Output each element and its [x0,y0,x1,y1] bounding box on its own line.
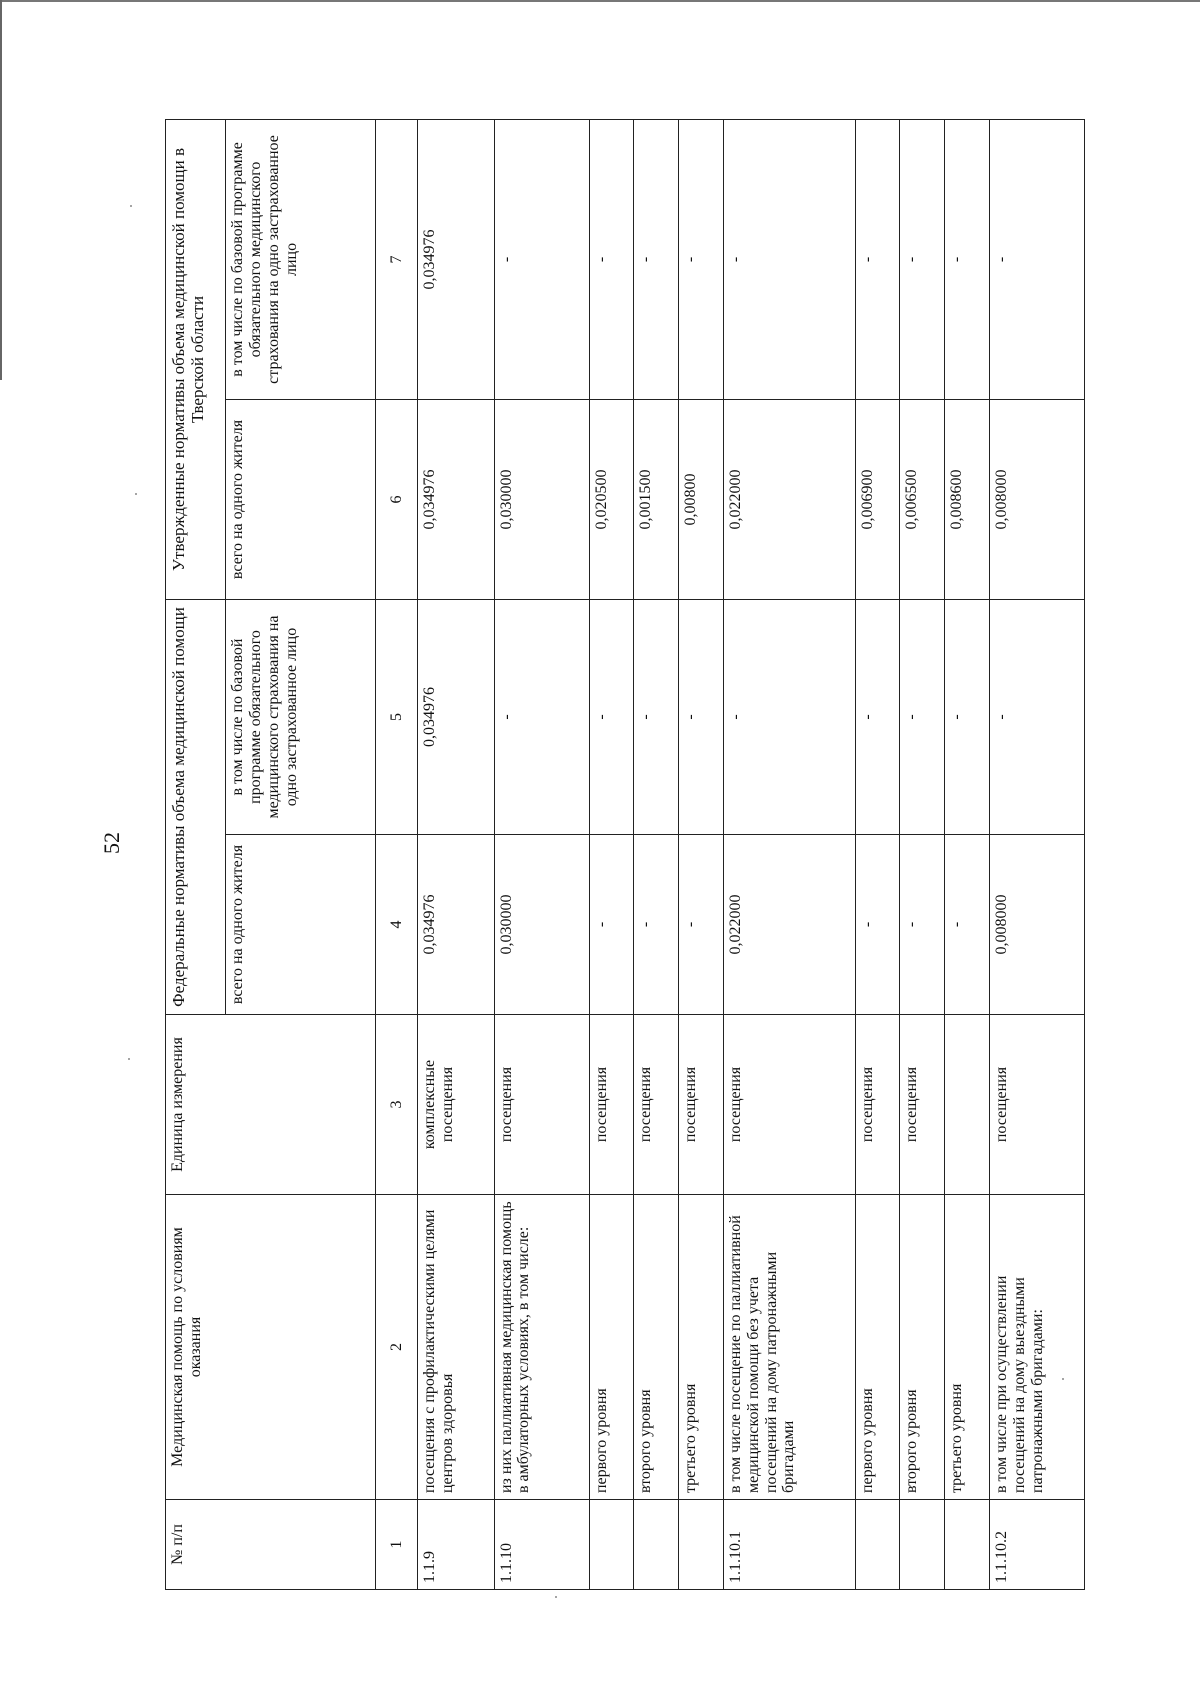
column-number: 5 [376,599,418,834]
row-federal-oms: 0,034976 [418,599,494,834]
row-federal-oms: - [589,599,634,834]
column-number: 4 [376,835,418,1015]
row-name: третьего уровня [945,1195,990,1500]
row-unit: посещения [989,1015,1084,1195]
row-unit: посещения [634,1015,679,1195]
row-approved-oms: - [679,119,724,399]
header-col-name: Медицинская помощь по условиям оказания [166,1195,376,1500]
table-row [900,119,945,1589]
row-federal-oms: - [494,599,589,834]
row-unit: посещения [855,1015,900,1195]
column-number: 3 [376,1015,418,1195]
row-number [589,1500,634,1590]
column-number: 1 [376,1500,418,1590]
row-approved-oms: - [900,119,945,399]
row-federal-oms: - [900,599,945,834]
column-number: 6 [376,399,418,599]
column-numbers-row [376,119,418,1589]
table-row [418,119,494,1589]
row-approved-total: 0,008000 [989,399,1084,599]
row-number [634,1500,679,1590]
row-unit: посещения [589,1015,634,1195]
table-row [989,119,1084,1589]
table-row [855,119,900,1589]
row-approved-total: 0,020500 [589,399,634,599]
row-number: 1.1.10.1 [723,1500,855,1590]
scan-edge-top [0,0,1200,2]
row-name: второго уровня [634,1195,679,1500]
row-federal-total: - [634,835,679,1015]
row-name: первого уровня [855,1195,900,1500]
table-row [589,119,634,1589]
row-unit: посещения [679,1015,724,1195]
scan-speck [555,1596,557,1598]
row-federal-total: 0,022000 [723,835,855,1015]
row-approved-oms: - [589,119,634,399]
header-federal-oms: в том числе по базовой программе обязательного медицинского страхования на одно застрахованное лицо [226,599,376,834]
row-federal-total: - [679,835,724,1015]
row-unit: комплексные посещения [418,1015,494,1195]
row-unit: посещения [723,1015,855,1195]
row-approved-total: 0,030000 [494,399,589,599]
row-federal-total: - [900,835,945,1015]
row-approved-oms: - [723,119,855,399]
row-number: 1.1.10 [494,1500,589,1590]
row-approved-total: 0,001500 [634,399,679,599]
row-number [945,1500,990,1590]
table-row [494,119,589,1589]
scan-edge-left [0,0,2,380]
column-number: 2 [376,1195,418,1500]
row-approved-oms: - [945,119,990,399]
rotated-table-container [165,120,1085,1590]
page-number: 52 [99,832,124,854]
header-group-approved: Утвержденные нормативы объема медицинской помощи в Тверской области [166,119,226,599]
row-federal-oms: - [679,599,724,834]
row-approved-total: 0,00800 [679,399,724,599]
row-approved-oms: 0,034976 [418,119,494,399]
table-row [723,119,855,1589]
row-approved-total: 0,022000 [723,399,855,599]
row-number: 1.1.9 [418,1500,494,1590]
row-name: посещения с профилактическими целями центров здоровья [418,1195,494,1500]
row-name: второго уровня [900,1195,945,1500]
row-approved-total: 0,006500 [900,399,945,599]
row-number [679,1500,724,1590]
row-approved-oms: - [855,119,900,399]
row-federal-oms: - [989,599,1084,834]
row-name: из них паллиативная медицинская помощь в амбулаторных условиях, в том числе: [494,1195,589,1500]
row-approved-total: 0,006900 [855,399,900,599]
header-col-unit: Единица измерения [166,1015,376,1195]
row-number [900,1500,945,1590]
row-name: в том числе посещение по паллиативной медицинской помощи без учета посещений на дому патронажными бригадами [723,1195,855,1500]
row-unit: посещения [494,1015,589,1195]
row-approved-total: 0,034976 [418,399,494,599]
row-number: 1.1.10.2 [989,1500,1084,1590]
norms-table [165,119,1085,1590]
table-row [945,119,990,1589]
table-row [679,119,724,1589]
row-federal-oms: - [723,599,855,834]
row-federal-total: - [855,835,900,1015]
table-row [634,119,679,1589]
row-federal-total: 0,034976 [418,835,494,1015]
header-col-no: № п/п [166,1500,376,1590]
row-number [855,1500,900,1590]
scan-speck [128,1058,130,1060]
header-approved-total: всего на одного жителя [226,399,376,599]
row-federal-total: 0,030000 [494,835,589,1015]
scan-speck [130,205,132,207]
header-federal-total: всего на одного жителя [226,835,376,1015]
row-federal-oms: - [634,599,679,834]
header-group-federal: Федеральные нормативы объема медицинской помощи [166,599,226,1014]
row-approved-total: 0,008600 [945,399,990,599]
row-unit [945,1015,990,1195]
row-name: третьего уровня [679,1195,724,1500]
column-number: 7 [376,119,418,399]
row-name: первого уровня [589,1195,634,1500]
row-federal-oms: - [945,599,990,834]
row-federal-total: - [945,835,990,1015]
row-approved-oms: - [494,119,589,399]
scan-speck [135,493,137,495]
header-approved-oms: в том числе по базовой программе обязательного медицинского страхования на одно застрахованное лицо [226,119,376,399]
row-federal-oms: - [855,599,900,834]
row-approved-oms: - [989,119,1084,399]
row-federal-total: 0,008000 [989,835,1084,1015]
row-approved-oms: - [634,119,679,399]
row-unit: посещения [900,1015,945,1195]
row-federal-total: - [589,835,634,1015]
row-name: в том числе при осуществлении посещений на дому выездными патронажными бригадами: [989,1195,1084,1500]
